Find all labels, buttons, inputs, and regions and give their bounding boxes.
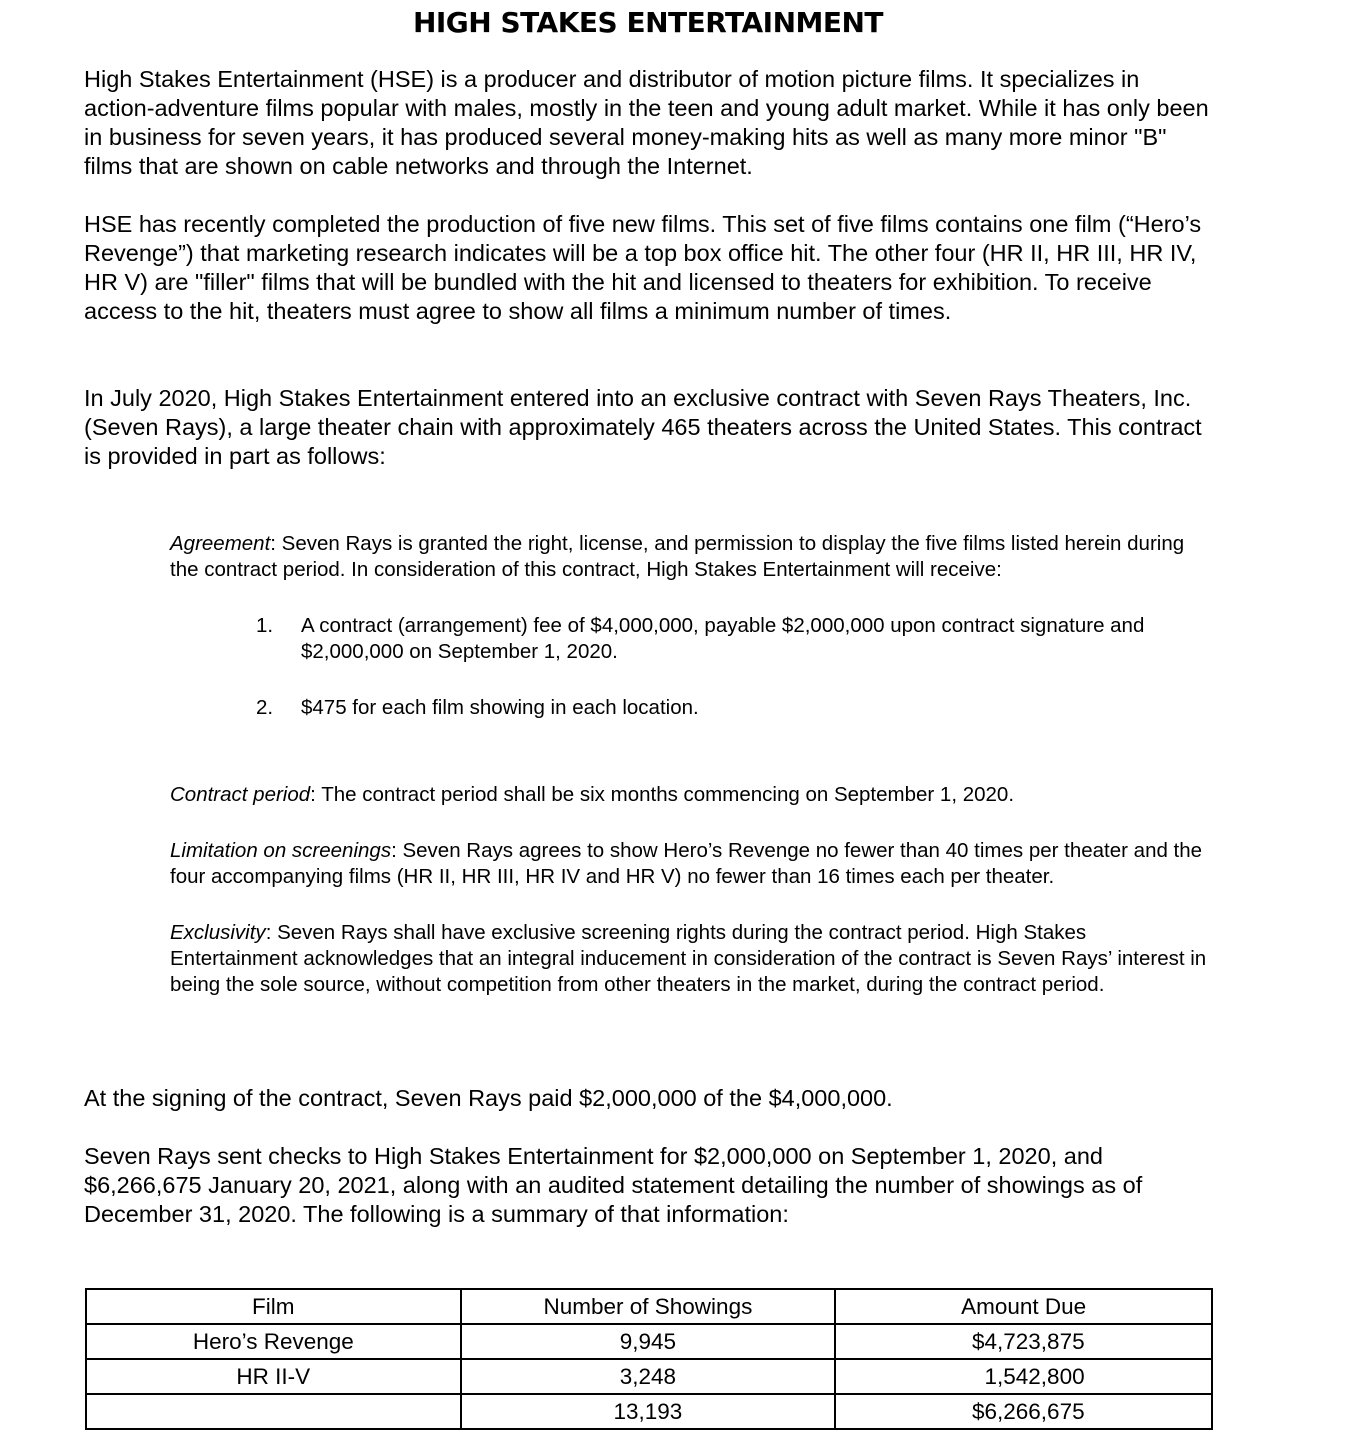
period-text: : The contract period shall be six months commencing on September 1, 2020. [310, 783, 1015, 806]
showings-cell: 9,945 [461, 1324, 836, 1359]
header-film: Film [86, 1289, 461, 1324]
film-cell [86, 1394, 461, 1429]
limitation-label: Limitation on screenings [170, 839, 392, 862]
agreement-clause [170, 531, 1210, 583]
showings-summary-table [85, 1288, 1213, 1430]
agreement-text: : Seven Rays is granted the right, license, and permission to display the five films listed herein during the contract period. In consideration of this contract, High Stakes Entertainment will receive: [170, 532, 1185, 581]
period-label: Contract period [170, 783, 311, 806]
table-row [86, 1359, 1212, 1394]
payments-paragraph: Seven Rays sent checks to High Stakes Entertainment for $2,000,000 on September 1, 2020, and $6,266,675 January 20, 2021, along with an audited statement detailing the number of showings as of December 31, 2020. The following is a summary of that information: [84, 1143, 1143, 1227]
list-text: $475 for each film showing in each location. [301, 696, 699, 719]
film-cell: HR II-V [86, 1359, 461, 1394]
amount-cell-wrap [835, 1394, 1212, 1429]
amount-cell: 1,542,800 [984, 1364, 1085, 1389]
contract-period-clause [170, 782, 1210, 808]
list-number: 2. [256, 696, 274, 719]
agreement-label: Agreement [170, 532, 271, 555]
amount-cell: $4,723,875 [971, 1329, 1085, 1354]
production-paragraph: HSE has recently completed the production of five new films. This set of five films contains one film (“Hero’s Revenge”) that marketing research indicates will be a top box office hit. The other four (HR II, HR III, HR IV, HR V) are "filler" films that will be bundled with the hit and licensed to theaters for exhibition. To receive access to the hit, theaters must agree to show all films a minimum number of times. [84, 211, 1202, 324]
showings-cell: 3,248 [461, 1359, 836, 1394]
total-amount-cell: $6,266,675 [971, 1399, 1085, 1424]
exclusivity-clause [170, 920, 1210, 998]
amount-cell-wrap [835, 1324, 1212, 1359]
film-cell: Hero’s Revenge [86, 1324, 461, 1359]
limitation-clause [170, 838, 1210, 890]
amount-cell-wrap [835, 1359, 1212, 1394]
signing-paragraph: At the signing of the contract, Seven Rays paid $2,000,000 of the $4,000,000. [84, 1085, 893, 1111]
fee-list-item-1 [256, 613, 1216, 665]
table-total-row [86, 1394, 1212, 1429]
header-amount: Amount Due [835, 1289, 1212, 1324]
exclusivity-text: : Seven Rays shall have exclusive screening rights during the contract period. High Stakes Entertainment acknowledges that an integral inducement in consideration of the contract is Seven Rays’ interest in being the sole source, without competition from other theaters in the market, during the contract period. [170, 921, 1207, 996]
contract-intro-paragraph: In July 2020, High Stakes Entertainment entered into an exclusive contract with Seven Rays Theaters, Inc. (Seven Rays), a large theater chain with approximately 465 theaters across the United States. This contract is provided in part as follows: [84, 385, 1202, 469]
intro-paragraph: High Stakes Entertainment (HSE) is a producer and distributor of motion picture films. It specializes in action-adventure films popular with males, mostly in the teen and young adult market. While it has only been in business for seven years, it has produced several money-making hits as well as many more minor "B" films that are shown on cable networks and through the Internet. [84, 66, 1209, 179]
list-number: 1. [256, 614, 274, 637]
fee-list-item-2 [256, 695, 1216, 721]
total-showings-cell: 13,193 [461, 1394, 836, 1429]
table-row [86, 1324, 1212, 1359]
table-header-row [86, 1289, 1212, 1324]
limitation-text: : Seven Rays agrees to show Hero’s Revenge no fewer than 40 times per theater and the four accompanying films (HR II, HR III, HR IV and HR V) no fewer than 16 times each per theater. [170, 839, 1203, 888]
header-showings: Number of Showings [461, 1289, 836, 1324]
document-title: HIGH STAKES ENTERTAINMENT [412, 6, 884, 39]
list-text: A contract (arrangement) fee of $4,000,000, payable $2,000,000 upon contract signature and $2,000,000 on September 1, 2020. [301, 614, 1145, 663]
exclusivity-label: Exclusivity [170, 921, 266, 944]
